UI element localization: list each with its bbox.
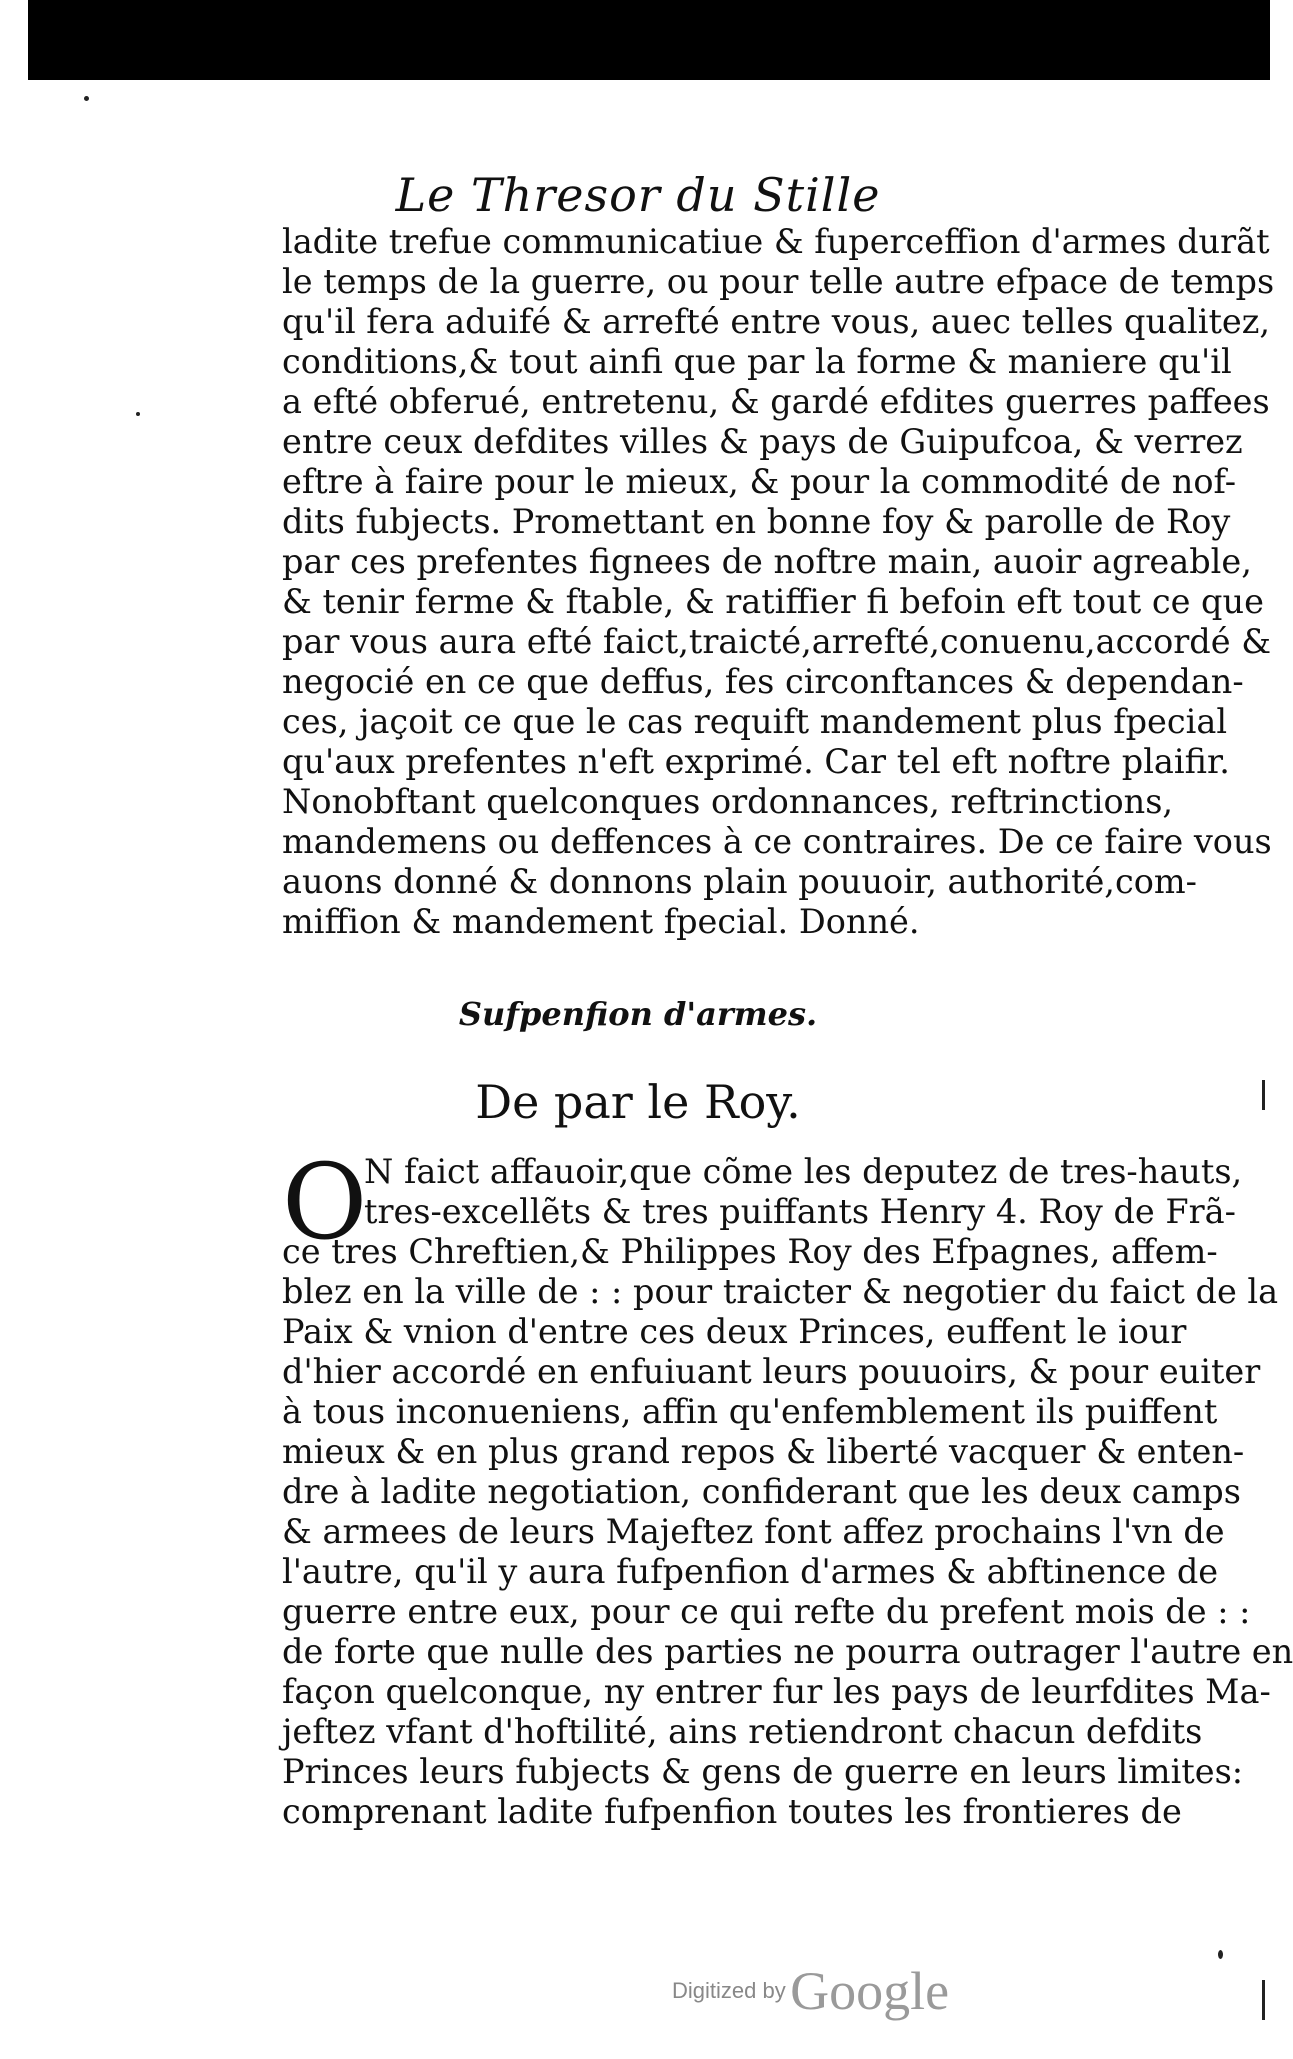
text-line: a efté obferué, entretenu, & gardé efdites guerres paffees xyxy=(282,382,1270,421)
drop-cap: O xyxy=(282,1141,368,1263)
ink-speck xyxy=(1262,1080,1265,1110)
text-line: d'hier accordé en enfuiuant leurs pouuoirs, & pour euiter xyxy=(282,1352,1261,1391)
paragraph-2 xyxy=(282,1141,1293,1832)
text-line: de forte que nulle des parties ne pourra outrager l'autre en xyxy=(282,1632,1293,1671)
text-line: jeftez vfant d'hoftilité, ains retiendront chacun defdits xyxy=(282,1712,1203,1751)
text-line: façon quelconque, ny entrer fur les pays de leurfdites Ma- xyxy=(282,1672,1271,1711)
watermark-prefix: Digitized by xyxy=(672,1978,786,2003)
text-line: par ces prefentes fignees de noftre main, auoir agreable, xyxy=(282,542,1252,581)
text-line: guerre entre eux, pour ce qui refte du prefent mois de : : xyxy=(282,1592,1251,1631)
text-line: Nonobftant quelconques ordonnances, reftrinctions, xyxy=(282,782,1174,821)
ink-speck xyxy=(136,412,140,416)
text-line: dits fubjects. Promettant en bonne foy & parolle de Roy xyxy=(282,502,1231,541)
text-line: Paix & vnion d'entre ces deux Princes, euffent le iour xyxy=(282,1312,1187,1351)
text-line: entre ceux defdites villes & pays de Guipufcoa, & verrez xyxy=(282,422,1243,461)
subheading: De par le Roy. xyxy=(475,1075,801,1129)
text-line: miffion & mandement fpecial. Donné. xyxy=(282,902,920,941)
section-heading: Sufpenfion d'armes. xyxy=(458,995,818,1033)
scan-top-border xyxy=(28,0,1270,80)
text-line: ladite trefue communicatiue & fuperceffion d'armes durãt xyxy=(282,222,1270,261)
text-line: qu'aux prefentes n'eft exprimé. Car tel eft noftre plaifir. xyxy=(282,742,1230,781)
text-line: mieux & en plus grand repos & liberté vacquer & enten- xyxy=(282,1432,1245,1471)
text-line: qu'il fera aduifé & arrefté entre vous, auec telles qualitez, xyxy=(282,302,1271,341)
ink-speck xyxy=(1218,1950,1223,1959)
text-line: comprenant ladite fufpenfion toutes les frontieres de xyxy=(282,1792,1182,1831)
text-line: auons donné & donnons plain pouuoir, authorité,com- xyxy=(282,862,1197,901)
text-line: negocié en ce que deffus, fes circonftances & dependan- xyxy=(282,662,1244,701)
text-line: l'autre, qu'il y aura fufpenfion d'armes & abftinence de xyxy=(282,1552,1219,1591)
text-line: dre à ladite negotiation, confiderant que les deux camps xyxy=(282,1472,1241,1511)
ink-speck xyxy=(84,96,89,101)
text-line: conditions,& tout ainfi que par la forme & maniere qu'il xyxy=(282,342,1232,381)
text-line: N faict affauoir,que cõme les deputez de tres-hauts, xyxy=(364,1152,1243,1191)
text-line: tres-excellẽts & tres puiffants Henry 4. Roy de Frã- xyxy=(364,1192,1236,1231)
text-line: Princes leurs fubjects & gens de guerre en leurs limites: xyxy=(282,1752,1244,1791)
text-line: ces, jaçoit ce que le cas requift mandement plus fpecial xyxy=(282,702,1228,741)
google-logo: Google xyxy=(790,1961,950,2021)
text-line: à tous inconueniens, affin qu'enfemblement ils puiffent xyxy=(282,1392,1218,1431)
text-line: le temps de la guerre, ou pour telle autre efpace de temps xyxy=(282,262,1275,301)
text-line: par vous aura efté faict,traicté,arrefté,conuenu,accordé & xyxy=(282,622,1272,661)
text-line: & tenir ferme & ftable, & ratiffier fi befoin eft tout ce que xyxy=(282,582,1264,621)
paragraph-1 xyxy=(282,222,1275,942)
text-line: & armees de leurs Majeftez font affez prochains l'vn de xyxy=(282,1512,1225,1551)
digitization-watermark xyxy=(672,1960,949,2022)
text-line: blez en la ville de : : pour traicter & negotier du faict de la xyxy=(282,1272,1279,1311)
text-line: eftre à faire pour le mieux, & pour la commodité de nof- xyxy=(282,462,1237,501)
text-line: mandemens ou deffences à ce contraires. De ce faire vous xyxy=(282,822,1272,861)
running-head: Le Thresor du Stille xyxy=(395,168,881,222)
ink-speck xyxy=(1262,1980,1265,2020)
text-line: ce tres Chreftien,& Philippes Roy des Efpagnes, affem- xyxy=(282,1232,1218,1271)
